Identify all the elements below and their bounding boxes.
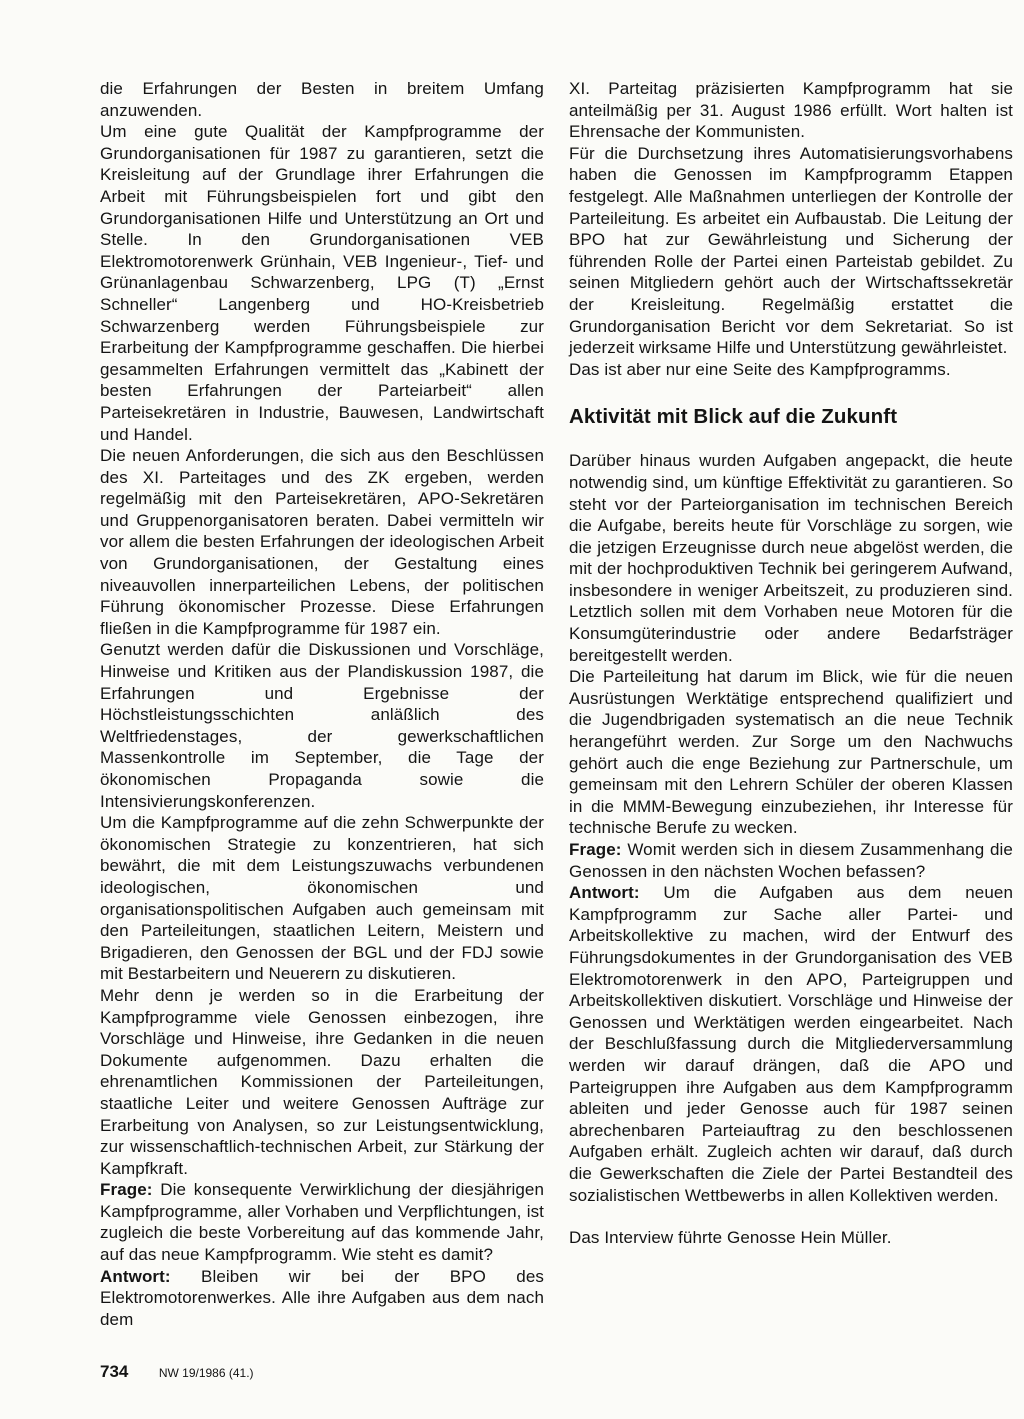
issue-reference: NW 19/1986 (41.) — [158, 1366, 254, 1380]
paragraph: Für die Durchsetzung ihres Automatisierungsvorhabens haben die Genossen im Kampfprogramm Etappen festgelegt. Alle Maßnahmen unterliegen der Kontrolle der Parteileitung. Es arbeitet ein Aufbaustab. Die Leitung der BPO hat zur Gewährleistung und Sicherung der führenden Rolle der Partei einen Parteistab gebildet. Zu seinen Mitgliedern gehört auch der Wirtschaftssekretär der Kreisleitung. Regelmäßig erstattet die Grundorganisation Bericht vor dem Sekretariat. So ist jederzeit wirksame Hilfe und Unterstützung gewährleistet. — [569, 143, 1013, 358]
answer-label: Antwort: — [100, 1266, 171, 1286]
paragraph: Um die Kampfprogramme auf die zehn Schwerpunkte der ökonomischen Strategie zu konzentrieren, hat sich bewährt, die mit dem Leistungszuwachs verbundenen ideologischen, ökonomischen und organisationspolitischen Aufgaben auch gemeinsam mit den Parteileitungen, staatlichen Leitern, Meistern und Brigadieren, den Genossen der BGL und der FDJ sowie mit Bestarbeitern und Neuerern zu diskutieren. — [100, 813, 544, 984]
paragraph: die Erfahrungen der Besten in breitem Umfang anzuwenden. — [100, 79, 544, 120]
paragraph: Um eine gute Qualität der Kampfprogramme der Grundorganisationen für 1987 zu garantieren, setzt die Kreisleitung auf der Grundlage ihrer Erfahrungen die Arbeit mit Führungsbeispielen fort und gibt den Grundorganisationen Hilfe und Unterstützung an Ort und Stelle. In den Grundorganisationen VEB Elektromotorenwerk Grünhain, VEB Ingenieur-, Tief- und Grünanlagenbau Schwarzenberg, LPG (T) „Ernst Schneller“ Langenberg und HO-Kreisbetrieb Schwarzenberg werden Führungsbeispiele zur Erarbeitung der Kampfprogramme geschaffen. Die hierbei gesammelten Erfahrungen vermittelt das „Kabinett der besten Erfahrungen der Parteiarbeit“ allen Parteisekretären in Industrie, Bauwesen, Landwirtschaft und Handel. — [100, 122, 544, 444]
paragraph: Die neuen Anforderungen, die sich aus den Beschlüssen des XI. Parteitages und des ZK ergeben, werden regelmäßig mit den Parteisekretären, APO-Sekretären und Gruppenorganisatoren beraten. Dabei vermitteln wir vor allem die besten Erfahrungen der ideologischen Arbeit von Grundorganisationen, der Gestaltung eines niveauvollen innerparteilichen Lebens, der politischen Führung ökonomischer Prozesse. Diese Erfahrungen fließen in die Kampfprogramme für 1987 ein. — [100, 446, 544, 638]
paragraph: Mehr denn je werden so in die Erarbeitung der Kampfprogramme viele Genossen einbezogen, ihre Vorschläge und Hinweise, ihre Gedanken in die neuen Dokumente aufgenommen. Dazu erhalten die ehrenamtlichen Kommissionen der Parteileitungen, staatliche Leiter und weitere Genossen Aufträge zur Erarbeitung von Analysen, so zur Leistungsentwicklung, zur wissenschaftlich-technischen Arbeit, zur Stärkung der Kampfkraft. — [100, 985, 544, 1178]
left-column — [100, 78, 544, 1330]
answer-paragraph — [100, 1266, 544, 1331]
right-column — [569, 78, 1013, 1249]
question-label: Frage: — [569, 840, 622, 859]
question-text: Die konsequente Verwirklichung der diesjährigen Kampfprogramme, aller Vorhaben und Verpflichtungen, ist zugleich die beste Vorbereitung auf das kommende Jahr, auf das neue Kampfprogramm. Wie steht es damit? — [100, 1180, 544, 1265]
section-heading: Aktivität mit Blick auf die Zukunft — [569, 405, 898, 429]
paragraph: Darüber hinaus wurden Aufgaben angepackt, die heute notwendig sind, um künftige Effektivität zu garantieren. So steht vor der Parteiorganisation im technischen Bereich die Aufgabe, bereits heute für Vorschläge zu sorgen, wie die jetzigen Erzeugnisse durch neue abgelöst werden, die mit der hochproduktiven Technik bei geringerem Aufwand, insbesondere in weniger Arbeitszeit, zu produzieren sind. Letztlich sollen mit dem Vorhaben neue Motoren für die Konsumgüterindustrie oder andere Bedarfsträger bereitgestellt werden. — [569, 451, 1013, 665]
answer-paragraph — [569, 882, 1013, 1206]
paragraph: Genutzt werden dafür die Diskussionen und Vorschläge, Hinweise und Kritiken aus der Plandiskussion 1987, die Erfahrungen und Ergebnisse der Höchstleistungsschichten anläßlich des Weltfriedenstages, der gewerkschaftlichen Massenkontrolle im September, die Tage der ökonomischen Propaganda sowie die Intensivierungskonferenzen. — [100, 640, 544, 811]
answer-text: Um die Aufgaben aus dem neuen Kampfprogramm zur Sache aller Partei- und Arbeitskollektive zu machen, wird der Entwurf des Führungsdokumentes in der Grundorganisation des VEB Elektromotorenwerk in den APO, Parteigruppen und Arbeitskollektiven diskutiert. Vorschläge und Hinweise der Genossen und Werktätigen werden eingearbeitet. Nach der Beschlußfassung durch die Mitgliederversammlung werden wir darauf drängen, daß die APO und Parteigruppen ihre Aufgaben aus dem Kampfprogramm ableiten und jeder Genosse auch für 1987 seinen abrechenbaren Parteiauftrag zu den beschlossenen Aufgaben erhält. Zugleich achten wir darauf, daß durch die Gewerkschaften die Ziele der Partei Bestandteil des sozialistischen Wettbewerbs in allen Kollektiven werden. — [569, 883, 1013, 1205]
paragraph: Das ist aber nur eine Seite des Kampfprogramms. — [569, 359, 951, 379]
question-text: Womit werden sich in diesem Zusammenhang die Genossen in den nächsten Wochen befassen? — [569, 840, 1013, 881]
question-label: Frage: — [100, 1180, 153, 1200]
paragraph: XI. Parteitag präzisierten Kampfprogramm hat sie anteilmäßig per 31. August 1986 erfüllt. Wort halten ist Ehrensache der Kommunisten. — [569, 79, 1013, 142]
page-number: 734 — [100, 1362, 129, 1381]
paragraph: Die Parteileitung hat darum im Blick, wie für die neuen Ausrüstungen Werktätige entsprechend qualifiziert und die Jugendbrigaden systematisch an die neue Technik herangeführt werden. Zur Sorge um den Nachwuchs gehört auch die enge Beziehung zur Partnerschule, um gemeinsam mit den Lehrern Schüler der oberen Klassen in die MMM-Bewegung einzubeziehen, ihr Interesse für technische Berufe zu wecken. — [569, 667, 1013, 838]
interview-credit: Das Interview führte Genosse Hein Müller. — [569, 1228, 892, 1248]
question-paragraph — [569, 839, 1013, 882]
page-footer — [100, 1362, 254, 1382]
question-paragraph — [100, 1179, 544, 1265]
answer-text: Bleiben wir bei der BPO des Elektromotorenwerkes. Alle ihre Aufgaben aus dem nach dem — [100, 1266, 544, 1329]
answer-label: Antwort: — [569, 883, 640, 903]
